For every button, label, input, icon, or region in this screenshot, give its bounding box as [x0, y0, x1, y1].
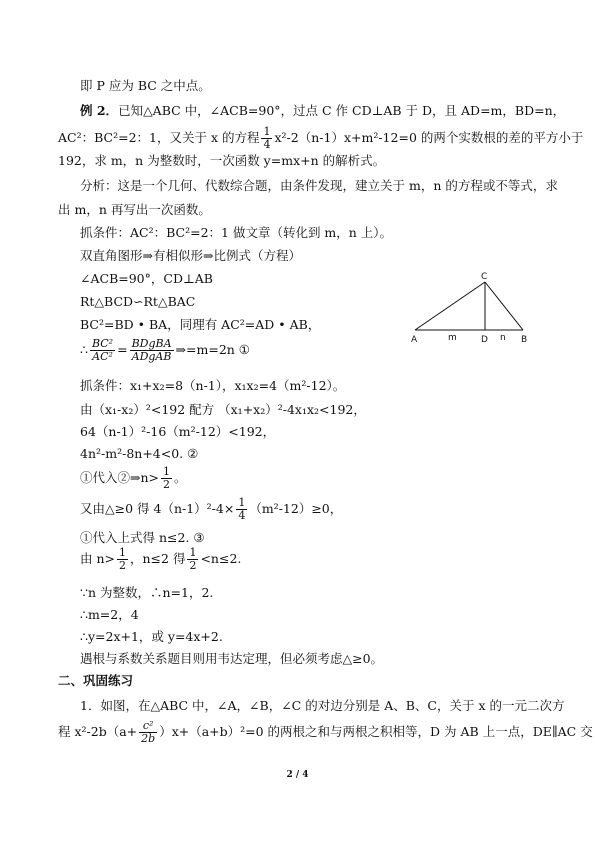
fraction	[187, 547, 198, 572]
fraction-denominator: 2	[189, 559, 197, 572]
fraction-numerator: 1	[238, 496, 246, 509]
fraction	[139, 720, 157, 745]
fraction-numerator: 1	[189, 546, 197, 559]
text-line: Rt△BCD∽Rt△BAC	[80, 294, 196, 309]
fraction-denominator: ADgAB	[131, 350, 172, 363]
text-line: 抓条件：AC²：BC²=2：1 做文章（转化到 m，n 上）。	[80, 225, 393, 240]
fraction	[161, 466, 172, 491]
text-line	[80, 466, 187, 491]
label-m: m	[448, 333, 457, 343]
fraction	[130, 338, 174, 363]
equals-sign: =	[117, 342, 128, 357]
text-segment: AC²：BC²=2：1，又关于 x 的方程	[58, 130, 260, 145]
fraction-numerator: BDgBA	[131, 337, 172, 350]
fraction-denominator: 4	[263, 138, 271, 151]
text-line: 分析：这是一个几何、代数综合题，由条件发现，建立关于 m，n 的方程或不等式，求	[80, 178, 558, 193]
text-segment: 程 x²-2b（a+	[58, 724, 138, 739]
triangle-figure	[405, 268, 545, 348]
example-label: 例 2．	[80, 103, 119, 118]
fraction-denominator: AC²	[92, 350, 113, 363]
label-n: n	[500, 333, 506, 343]
label-d: D	[481, 335, 488, 345]
text-segment: ⇒=m=2n ①	[175, 342, 251, 357]
text-line: 出 m，n 再写出一次函数。	[58, 202, 211, 217]
text-line	[58, 126, 583, 151]
text-line	[80, 547, 241, 572]
text-line: ∠ACB=90°，CD⊥AB	[80, 271, 213, 286]
segment-ac	[415, 282, 485, 330]
example-2-line	[80, 103, 565, 119]
segment-cb	[485, 282, 523, 330]
fraction-denominator: 2	[119, 559, 126, 572]
text-line	[58, 720, 593, 745]
text-line: 遇根与系数关系题目则用韦达定理，但必须考虑△≥0。	[80, 651, 384, 666]
page-number: 2 / 4	[286, 770, 309, 780]
text-segment: ①代入②⇒n>	[80, 470, 159, 485]
text-segment: 又由△≥0 得 4（n-1）²-4×	[80, 501, 235, 516]
fraction	[236, 497, 247, 522]
text-segment: 由 n>	[80, 551, 115, 566]
proportion-line	[80, 338, 250, 363]
label-c: C	[481, 272, 488, 282]
fraction	[117, 547, 128, 572]
fraction-numerator: 1	[263, 125, 271, 138]
text-segment: ，n≤2 得	[130, 551, 186, 566]
fraction-numerator: 1	[163, 465, 170, 478]
fraction-numerator: c²	[139, 720, 157, 733]
text-segment: ）x+（a+b）²=0 的两根之和与两根之积相等，D 为 AB 上一点，DE∥AC 交	[159, 724, 593, 739]
example-text: 已知△ABC 中，∠ACB=90°，过点 C 作 CD⊥AB 于 D，且 AD=m，BD=n，	[118, 103, 566, 118]
text-line: BC²=BD • BA，同理有 AC²=AD • AB，	[80, 317, 321, 332]
fraction	[90, 338, 115, 363]
text-line	[80, 497, 342, 522]
text-line: ∵n 为整数，∴n=1，2.	[80, 585, 214, 600]
text-segment: <n≤2.	[200, 551, 242, 566]
fraction	[261, 126, 272, 151]
text-segment: x²-2（n-1）x+m²-12=0 的两个实数根的差的平方小于	[274, 130, 584, 145]
label-b: B	[521, 335, 528, 345]
fraction-numerator: 1	[119, 546, 126, 559]
text-line: 即 P 应为 BC 之中点。	[80, 78, 211, 93]
text-line: ∴m=2，4	[80, 607, 139, 622]
text-line: 192，求 m，n 为整数时，一次函数 y=mx+n 的解析式。	[58, 153, 386, 168]
text-segment: （m²-12）≥0，	[249, 501, 343, 516]
therefore-symbol: ∴	[80, 342, 88, 357]
text-segment: 。	[174, 470, 187, 485]
text-line: 4n²-m²-8n+4<0. ②	[80, 446, 199, 461]
fraction-denominator: 4	[238, 509, 246, 522]
text-line: 抓条件：x₁+x₂=8（n-1），x₁x₂=4（m²-12）。	[80, 378, 346, 393]
section-heading: 二、巩固练习	[58, 673, 134, 688]
text-line: ∴y=2x+1，或 y=4x+2.	[80, 629, 223, 644]
fraction-numerator: BC²	[91, 337, 114, 350]
text-line: 由（x₁-x₂）²<192 配方 （x₁+x₂）²-4x₁x₂<192，	[80, 402, 366, 417]
fraction-denominator: 2	[163, 478, 170, 491]
fraction-denominator: 2b	[141, 732, 156, 745]
text-line: ①代入上式得 n≤2. ③	[80, 530, 205, 545]
text-line: 双直角图形⇒有相似形⇒比例式（方程）	[80, 248, 301, 263]
text-line: 1．如图，在△ABC 中，∠A，∠B，∠C 的对边分别是 A、B、C，关于 x 的一元二次方	[80, 698, 565, 713]
label-a: A	[411, 335, 418, 345]
text-line: 64（n-1）²-16（m²-12）<192，	[80, 424, 276, 439]
